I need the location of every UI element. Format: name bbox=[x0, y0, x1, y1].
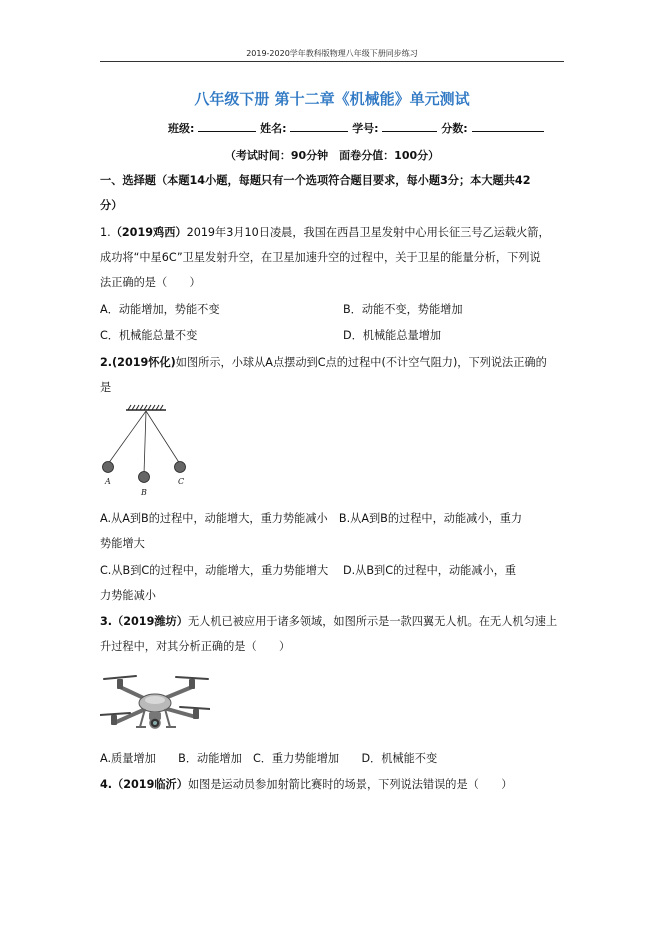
q3-number: 3. bbox=[100, 615, 113, 628]
q1-line2: 成功将“中星6C”卫星发射升空，在卫星加速升空的过程中，关于卫星的能量分析，下列说 bbox=[100, 251, 541, 264]
q1-source: （2019鸡西） bbox=[110, 226, 187, 239]
q2-options-cd-line2: 力势能减小 bbox=[100, 589, 156, 602]
exam-meta: （考试时间：90分钟 面卷分值：100分） bbox=[224, 149, 440, 162]
q1-option-a: A．动能增加，势能不变 bbox=[100, 303, 220, 316]
section-heading-line1: 一、选择题（本题14小题，每题只有一个选项符合题目要求，每小题3分；本大题共42 bbox=[100, 174, 531, 187]
q1-number: 1. bbox=[100, 226, 111, 239]
label-c: C bbox=[178, 477, 185, 486]
section-heading-line2: 分） bbox=[100, 199, 123, 212]
score-label: 分数: bbox=[441, 122, 468, 135]
q4-source: （2019临沂） bbox=[112, 778, 188, 791]
student-info-line bbox=[168, 120, 544, 136]
name-blank[interactable] bbox=[290, 120, 348, 132]
class-blank[interactable] bbox=[198, 120, 256, 132]
page-header: 2019-2020学年教科版物理八年级下册同步练习 bbox=[246, 49, 418, 58]
class-label: 班级: bbox=[168, 122, 195, 135]
drone-figure bbox=[100, 665, 210, 740]
q4-number: 4. bbox=[100, 778, 113, 791]
q4-text: 如图是运动员参加射箭比赛时的场景，下列说法错误的是（ ） bbox=[187, 778, 513, 791]
q2-line2: 是 bbox=[100, 381, 112, 394]
id-label: 学号: bbox=[352, 122, 379, 135]
q1-line1 bbox=[100, 226, 550, 240]
q3-source: （2019潍坊） bbox=[112, 615, 188, 628]
header-rule bbox=[100, 61, 564, 62]
q2-line1 bbox=[100, 356, 547, 370]
name-label: 姓名: bbox=[260, 122, 287, 135]
q2-number: 2. bbox=[100, 356, 113, 369]
q2-source: (2019怀化) bbox=[112, 356, 176, 369]
q3-line2: 升过程中，对其分析正确的是（ ） bbox=[100, 640, 291, 653]
q2-options-cd-line1: C.从B到C的过程中，动能增大，重力势能增大 D.从B到C的过程中，动能减小，重 bbox=[100, 564, 517, 577]
q1-option-d: D．机械能总量增加 bbox=[343, 329, 442, 342]
q1-text: 2019年3月10日凌晨，我国在西昌卫星发射中心用长征三号乙运载火箭， bbox=[186, 226, 550, 239]
q2-options-ab-line2: 势能增大 bbox=[100, 537, 145, 550]
label-b: B bbox=[141, 488, 147, 497]
q4-line1 bbox=[100, 778, 512, 792]
label-a: A bbox=[105, 477, 111, 486]
id-blank[interactable] bbox=[382, 120, 437, 132]
score-blank[interactable] bbox=[472, 120, 544, 132]
q1-line3: 法正确的是（ ） bbox=[100, 276, 201, 289]
q2-options-ab-line1: A.从A到B的过程中，动能增大，重力势能减小 B.从A到B的过程中，动能减小，重力 bbox=[100, 512, 523, 525]
exam-title: 八年级下册 第十二章《机械能》单元测试 bbox=[194, 90, 470, 108]
q3-line1 bbox=[100, 615, 557, 629]
q2-text: 如图所示，小球从A点摆动到C点的过程中(不计空气阻力)，下列说法正确的 bbox=[175, 356, 547, 369]
q3-text: 无人机已被应用于诸多领域，如图所示是一款四翼无人机。在无人机匀速上 bbox=[187, 615, 558, 628]
q1-option-b: B．动能不变，势能增加 bbox=[343, 303, 463, 316]
pendulum-figure bbox=[98, 404, 198, 500]
q1-option-c: C．机械能总量不变 bbox=[100, 329, 198, 342]
q3-options: A.质量增加 B．动能增加 C．重力势能增加 D．机械能不变 bbox=[100, 752, 438, 765]
